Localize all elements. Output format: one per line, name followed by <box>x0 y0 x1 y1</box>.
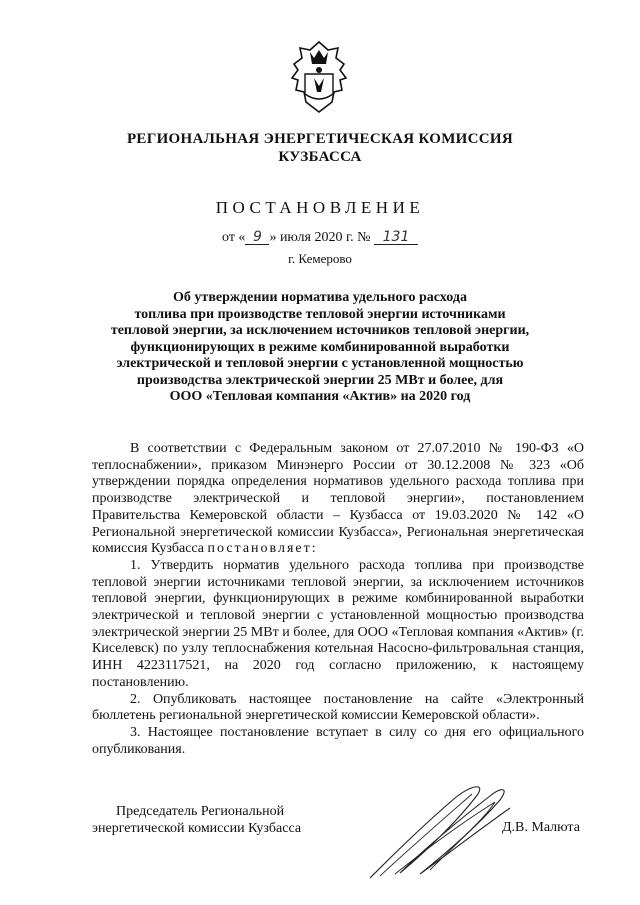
document-number-handwritten: 131 <box>374 230 418 245</box>
date-prefix: от « <box>222 230 246 245</box>
subject-line: тепловой энергии, за исключением источников тепловой энергии, <box>110 323 530 338</box>
signatory-name: Д.В. Малюта <box>502 820 580 835</box>
subject-line: Об утверждении норматива удельного расхода <box>173 290 467 305</box>
document-type: ПОСТАНОВЛЕНИЕ <box>215 198 425 217</box>
subject-line: ООО «Тепловая компания «Актив» на 2020 год <box>169 389 471 404</box>
item-3-paragraph: 3. Настоящее постановление вступает в силу со дня его официального опубликования. <box>92 724 584 757</box>
signatory-title-line1: Председатель Региональной <box>116 804 285 819</box>
date-day-handwritten: 9 <box>245 230 269 245</box>
subject-line: функционирующих в режиме комбинированной выработки <box>130 339 510 355</box>
subject-line: топлива при производстве тепловой энергии источниками <box>134 306 506 322</box>
date-suffix: » июля 2020 г. № <box>269 230 371 245</box>
resolves-word: постановляет: <box>207 541 318 557</box>
document-body <box>92 441 584 758</box>
item-2-paragraph: 2. Опубликовать настоящее постановление на сайте «Электронный бюллетень региональной энергетической комиссии Кемеровской области». <box>92 691 584 724</box>
handwritten-signature <box>360 778 520 888</box>
organization-name-line1: РЕГИОНАЛЬНАЯ ЭНЕРГЕТИЧЕСКАЯ КОМИССИЯ <box>126 131 514 147</box>
coat-of-arms-emblem <box>288 40 350 114</box>
organization-name-line2: КУЗБАССА <box>278 149 362 165</box>
subject-line: производства электрической энергии 25 МВт и более, для <box>136 372 504 388</box>
item-1-paragraph: 1. Утвердить норматив удельного расхода топлива при производстве тепловой энергии источниками тепловой энергии, за исключением источников тепловой энергии, функционирующих в режиме комбинированной выработки электрической и тепловой энергии с установленной мощностью производства электрической энергии 25 МВт и более, для ООО «Тепловая компания «Актив» (г. Киселевск) по узлу теплоснабжения котельная Насосно-фильтровальная станция, ИНН 4223117521, на 2020 год согласно приложению, к настоящему постановлению. <box>92 557 584 690</box>
preamble-text: В соответствии с Федеральным законом от 27.07.2010 № 190-ФЗ «О теплоснабжении», приказом Минэнерго России от 30.12.2008 № 323 «Об утверждении порядка определения нормативов удельного расхода топлива при производстве электрической и тепловой энергии», постановлением Правительства Кемеровской области – Кузбасса от 19.03.2020 № 142 «О Региональной энергетической комиссии Кузбасса», Региональная энергетическая комиссия Кузбасса <box>92 441 584 557</box>
signatory-title-line2: энергетической комиссии Кузбасса <box>92 821 302 836</box>
subject-line: электрической и тепловой энергии с установленной мощностью <box>116 356 524 371</box>
document-subject <box>90 290 550 406</box>
document-city: г. Кемерово <box>288 251 352 266</box>
document-date-line <box>0 230 640 246</box>
preamble-paragraph <box>92 441 584 558</box>
